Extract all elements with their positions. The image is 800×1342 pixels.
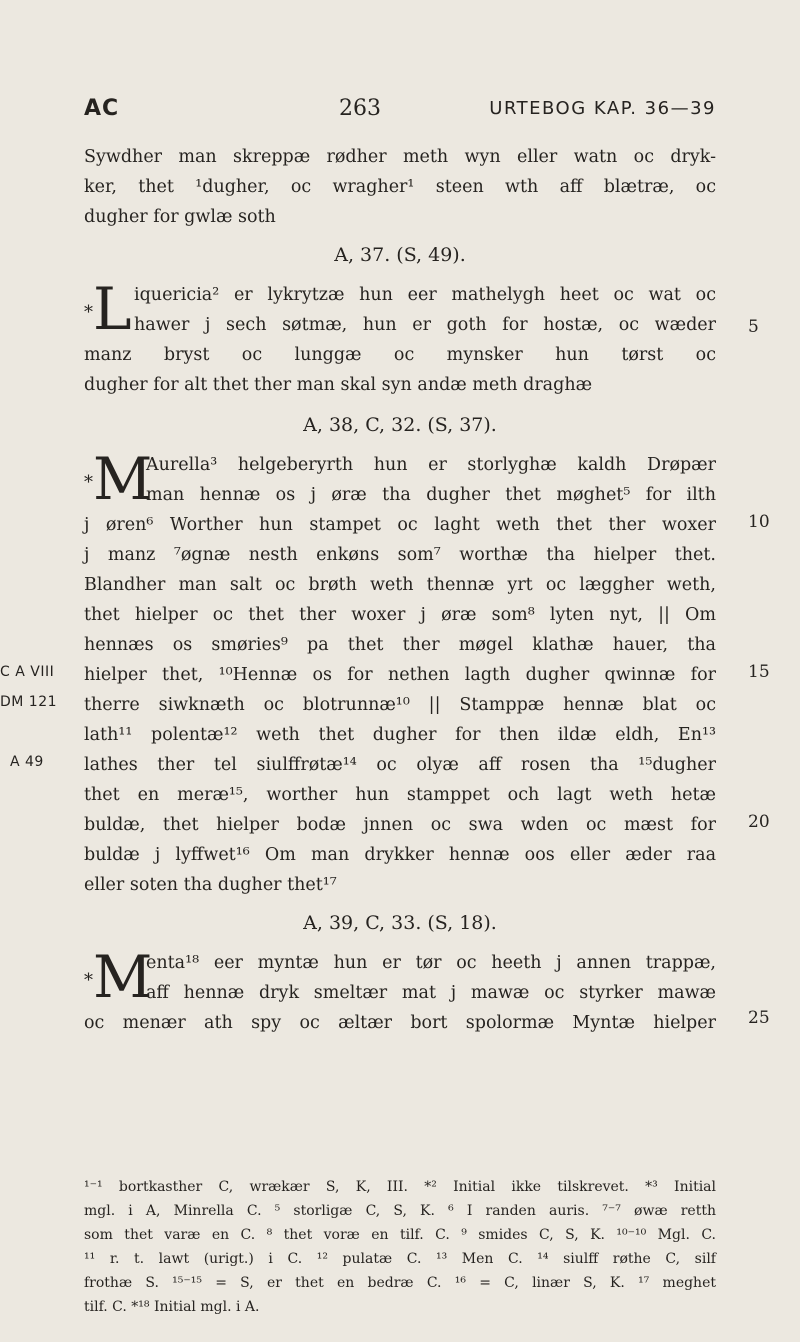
text-line: hawer j sech søtmæ, hun er goth for hostæ, oc wæder	[134, 315, 716, 335]
asterisk-mark: *	[84, 302, 93, 323]
asterisk-mark: *	[84, 970, 93, 991]
text-line: j øren⁶ Worther hun stampet oc laght weth thet ther woxer	[84, 515, 716, 535]
drop-cap-letter: *M	[84, 445, 153, 513]
text-line-content: Aurella³ helgeberyrth hun er storlyghæ kaldh Drøpær	[146, 455, 716, 475]
text-line: Sywdher man skreppæ rødher meth wyn eller watn oc dryk-	[84, 147, 716, 167]
footnote-line: som thet varæ en C. ⁸ thet voræ en tilf. C. ⁹ smides C, S, K. ¹⁰⁻¹⁰ Mgl. C.	[84, 1227, 716, 1243]
line-number: 5	[748, 317, 759, 337]
section-heading: A, 39, C, 33. (S, 18).	[303, 912, 497, 934]
drop-cap-letter: *M	[84, 943, 153, 1011]
margin-note: A 49	[10, 754, 44, 770]
footnote-line: frothæ S. ¹⁵⁻¹⁵ = S, er thet en bedræ C. ¹⁶ = C, linær S, K. ¹⁷ meghet	[84, 1275, 716, 1291]
text-line: dugher for gwlæ soth	[84, 207, 276, 227]
text-line-content: enta¹⁸ eer myntæ hun er tør oc heeth j annen trappæ,	[146, 953, 716, 973]
text-line-content: iquericia² er lykrytzæ hun eer mathelygh heet oc wat oc	[134, 285, 716, 305]
text-line: therre siwknæth oc blotrunnæ¹⁰ || Stamppæ hennæ blat oc	[84, 695, 716, 715]
page-number: 263	[339, 96, 381, 121]
line-number: 10	[748, 512, 770, 532]
text-line: thet hielper oc thet ther woxer j øræ som⁸ lyten nyt, || Om	[84, 605, 716, 625]
text-line: ker, thet ¹dugher, oc wragher¹ steen wth aff blætræ, oc	[84, 177, 716, 197]
text-line: Blandher man salt oc brøth weth thennæ yrt oc læggher weth,	[84, 575, 716, 595]
line-number: 20	[748, 812, 770, 832]
line-number: 25	[748, 1008, 770, 1028]
footnote-line: ¹⁻¹ bortkasther C, wrækær S, K, III. *² Initial ikke tilskrevet. *³ Initial	[84, 1179, 716, 1195]
text-line: hennæs os smøries⁹ pa thet ther møgel klathæ hauer, tha	[84, 635, 716, 655]
text-line: man hennæ os j øræ tha dugher thet møghet⁵ for ilth	[146, 485, 716, 505]
text-line: buldæ j lyffwet¹⁶ Om man drykker hennæ oos eller æder raa	[84, 845, 716, 865]
header-chapter-title: URTEBOG KAP. 36—39	[489, 98, 716, 119]
text-line: j manz ⁷øgnæ nesth enkøns som⁷ worthæ tha hielper thet.	[84, 545, 716, 565]
running-header	[84, 96, 716, 126]
margin-note: C A VIII	[0, 664, 55, 680]
section-heading: A, 38, C, 32. (S, 37).	[303, 414, 497, 436]
margin-note: DM 121	[0, 694, 58, 710]
text-line: dugher for alt thet ther man skal syn andæ meth draghæ	[84, 375, 593, 395]
text-line: oc menær ath spy oc æltær bort spolormæ Myntæ hielper	[84, 1013, 716, 1033]
text-line: lathes ther tel siulffrøtæ¹⁴ oc olyæ aff rosen tha ¹⁵dugher	[84, 755, 716, 775]
text-line: hielper thet, ¹⁰Hennæ os for nethen lagth dugher qwinnæ for	[84, 665, 716, 685]
line-number: 15	[748, 662, 770, 682]
asterisk-mark: *	[84, 472, 93, 493]
footnotes	[84, 1175, 716, 1319]
footnote-line: mgl. i A, Minrella C. ⁵ storligæ C, S, K. ⁶ I randen auris. ⁷⁻⁷ øwæ retth	[84, 1203, 716, 1219]
text-line: aff hennæ dryk smeltær mat j mawæ oc styrker mawæ	[146, 983, 716, 1003]
section-heading: A, 37. (S, 49).	[334, 244, 466, 266]
text-line: thet en meræ¹⁵, worther hun stamppet och lagt weth hetæ	[84, 785, 716, 805]
text-line: lath¹¹ polentæ¹² weth thet dugher for then ildæ eldh, En¹³	[84, 725, 716, 745]
text-line: manz bryst oc lunggæ oc mynsker hun tørst oc	[84, 345, 716, 365]
main-text	[84, 142, 716, 1038]
header-signature: AC	[84, 96, 120, 121]
drop-cap-letter: *L	[84, 275, 132, 343]
footnote-line: ¹¹ r. t. lawt (urigt.) i C. ¹² pulatæ C. ¹³ Men C. ¹⁴ siulff røthe C, silf	[84, 1251, 716, 1267]
text-line: eller soten tha dugher thet¹⁷	[84, 875, 337, 895]
text-line: buldæ, thet hielper bodæ jnnen oc swa wden oc mæst for	[84, 815, 716, 835]
footnote-line: tilf. C. *¹⁸ Initial mgl. i A.	[84, 1299, 260, 1315]
